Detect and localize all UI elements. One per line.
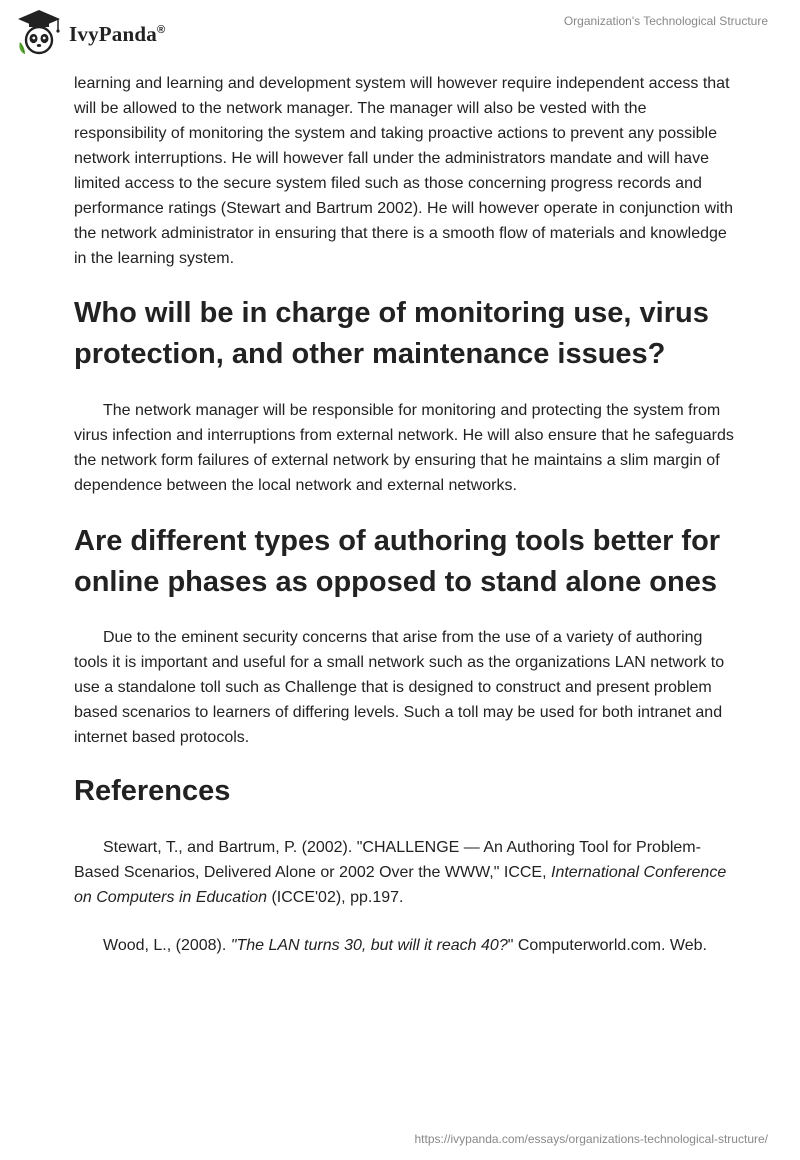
reference-italic-title: "The LAN turns 30, but will it reach 40? (230, 937, 508, 954)
reference-text: Stewart, T., and Bartrum, P. (2002). "CHALLENGE — An Authoring Tool for Problem-Based Scenarios, Delivered Alone or 2002 Over the WWW," ICCE, (74, 839, 701, 881)
source-url[interactable]: https://ivypanda.com/essays/organizations-technological-structure/ (414, 1132, 768, 1146)
running-title: Organization's Technological Structure (563, 14, 768, 28)
section-heading-authoring-tools: Are different types of authoring tools better for online phases as opposed to stand alone ones (74, 525, 721, 598)
panda-graduate-icon (15, 8, 63, 56)
reference-text: (ICCE'02), pp.197. (267, 889, 404, 906)
intro-paragraph: learning and learning and development system will however require independent access that will be allowed to the network manager. The manager will also be vested with the responsibility of monitoring the system and taking proactive actions to prevent any possible network interruptions. He will however fall under the administrators mandate and will have limited access to the secure system filed such as those concerning progress records and performance ratings (Stewart and Bartrum 2002). He will however operate in conjunction with the network administrator in ensuring that there is a smooth flow of materials and knowledge in the learning system. (74, 75, 733, 267)
reference-text: Wood, L., (2008). (103, 937, 231, 954)
section-heading-monitoring: Who will be in charge of monitoring use, virus protection, and other maintenance issues? (74, 297, 709, 370)
article-body (74, 71, 734, 958)
registered-mark: ® (156, 23, 166, 36)
ivypanda-logo[interactable] (15, 8, 165, 56)
references-heading: References (74, 775, 231, 807)
reference-entry (74, 835, 734, 910)
page-header (0, 0, 800, 70)
reference-italic-title: International Conference on Computers in Education (74, 864, 727, 906)
section-paragraph-authoring-tools: Due to the eminent security concerns that arise from the use of a variety of authoring tools it is important and useful for a small network such as the organizations LAN network to use a standalone toll such as Challenge that is designed to construct and present problem based scenarios to learners of differing levels. Such a toll may be used for both intranet and internet based protocols. (74, 629, 725, 746)
reference-text: " Computerworld.com. Web. (507, 937, 707, 954)
section-paragraph-monitoring: The network manager will be responsible for monitoring and protecting the system from virus infection and interruptions from external network. He will also ensure that he safeguards the network form failures of external network by ensuring that he maintains a slim margin of dependence between the local network and external networks. (74, 402, 734, 494)
brand-name: IvyPanda® (69, 21, 166, 46)
reference-entry (74, 933, 734, 958)
